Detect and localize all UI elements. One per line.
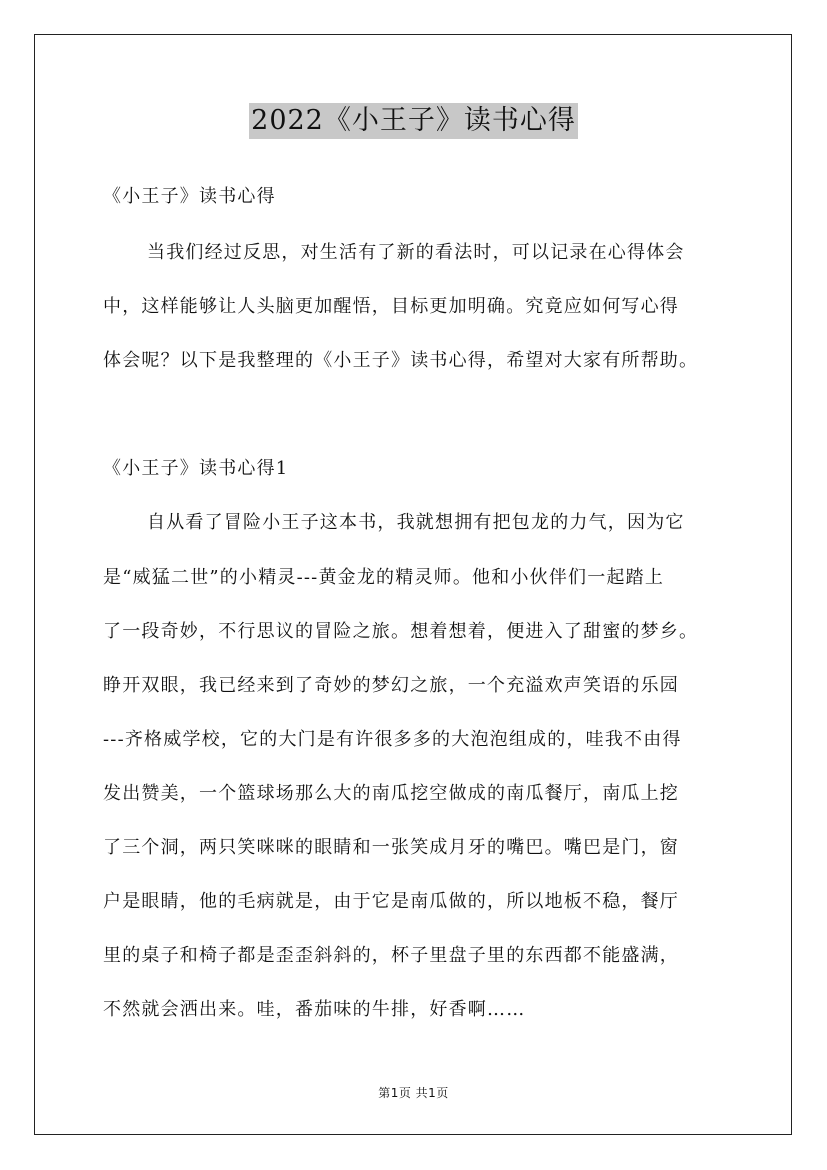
body-line: ---齐格威学校，它的大门是有许很多多的大泡泡组成的，哇我不由得 [103, 729, 682, 750]
intro-line: 中，这样能够让人头脑更加醒悟，目标更加明确。究竟应如何写心得 [103, 296, 679, 317]
body-line: 户是眼睛，他的毛病就是，由于它是南瓜做的，所以地板不稳，餐厅 [103, 891, 679, 912]
intro-line: 体会呢？以下是我整理的《小王子》读书心得，希望对大家有所帮助。 [103, 350, 699, 371]
body-line: 发出赞美，一个篮球场那么大的南瓜挖空做成的南瓜餐厅，南瓜上挖 [103, 783, 679, 804]
body-line: 自从看了冒险小王子这本书，我就想拥有把包龙的力气，因为它 [147, 512, 685, 533]
body-line: 睁开双眼，我已经来到了奇妙的梦幻之旅，一个充溢欢声笑语的乐园 [103, 675, 679, 696]
title-container [0, 103, 827, 139]
body-line: 了一段奇妙，不行思议的冒险之旅。想着想着，便进入了甜蜜的梦乡。 [103, 621, 699, 642]
body-line: 里的桌子和椅子都是歪歪斜斜的，杯子里盘子里的东西都不能盛满， [103, 945, 679, 966]
intro-line: 当我们经过反思，对生活有了新的看法时，可以记录在心得体会 [147, 242, 685, 263]
body-line: 了三个洞，两只笑咪咪的眼睛和一张笑成月牙的嘴巴。嘴巴是门，窗 [103, 837, 679, 858]
body-line: 不然就会洒出来。哇，番茄味的牛排，好香啊…… [103, 999, 526, 1020]
body-line: 是“威猛二世”的小精灵---黄金龙的精灵师。他和小伙伴们一起踏上 [103, 567, 665, 588]
page-footer: 第1页 共1页 [378, 1086, 449, 1100]
document-title: 2022《小王子》读书心得 [249, 103, 578, 139]
subtitle: 《小王子》读书心得 [103, 186, 276, 207]
section-heading: 《小王子》读书心得1 [103, 458, 289, 479]
